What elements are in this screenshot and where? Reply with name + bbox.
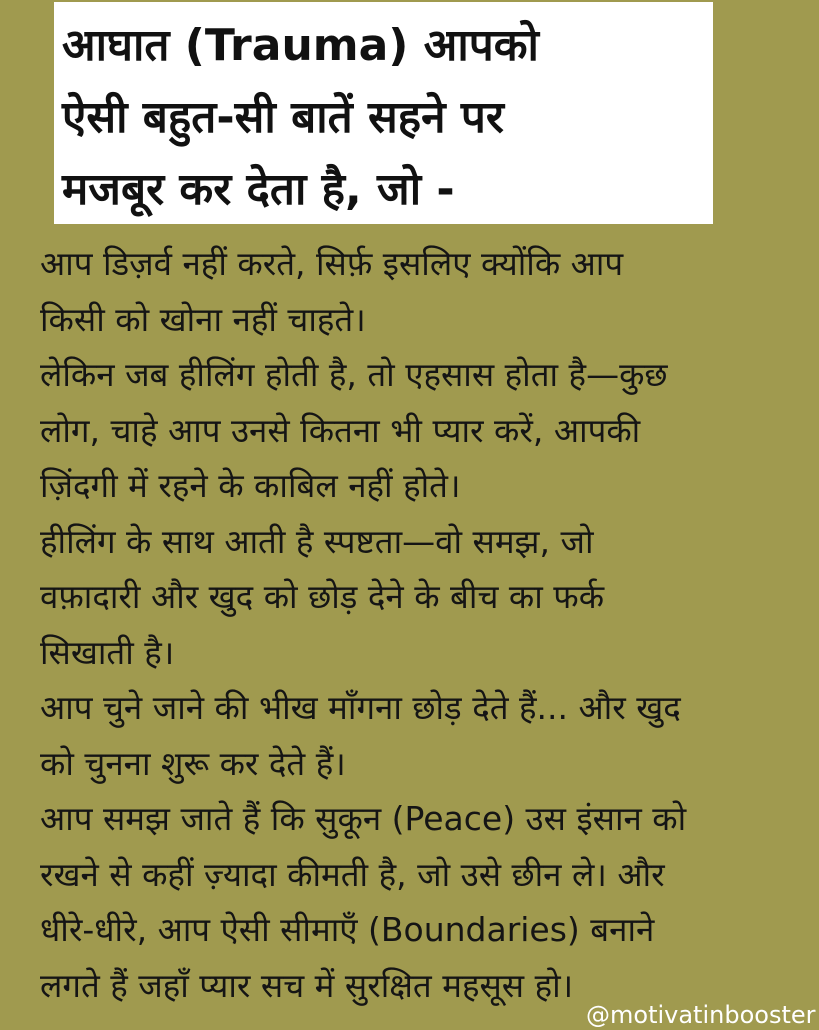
body-line-6: हीलिंग के साथ आती है स्पष्टता—वो समझ, जो bbox=[40, 521, 594, 561]
body-line-12: रखने से कहीं ज़्यादा कीमती है, जो उसे छीन ले। और bbox=[40, 854, 665, 894]
body-line-8: सिखाती है। bbox=[40, 632, 175, 672]
body-line-14: लगते हैं जहाँ प्यार सच में सुरक्षित महसूस हो। bbox=[40, 965, 574, 1005]
title-box bbox=[54, 2, 713, 224]
body-line-4: लोग, चाहे आप उनसे कितना भी प्यार करें, आपकी bbox=[40, 410, 641, 450]
body-line-11: आप समझ जाते हैं कि सुकून (Peace) उस इंसान को bbox=[40, 799, 687, 838]
body-line-13: धीरे-धीरे, आप ऐसी सीमाएँ (Boundaries) बनाने bbox=[40, 910, 655, 949]
body-line-2: किसी को खोना नहीं चाहते। bbox=[40, 299, 366, 339]
body-line-5: ज़िंदगी में रहने के काबिल नहीं होते। bbox=[40, 466, 461, 505]
title-line-2: ऐसी बहुत-सी बातें सहने पर bbox=[62, 92, 504, 143]
title-line-1: आघात (Trauma) आपको bbox=[62, 20, 539, 71]
body-line-7: वफ़ादारी और खुद को छोड़ देने के बीच का फर्क bbox=[40, 577, 605, 616]
title-line-3: मजबूर कर देता है, जो - bbox=[62, 164, 455, 215]
body-line-9: आप चुने जाने की भीख माँगना छोड़ देते हैं... और खुद bbox=[40, 688, 681, 727]
body-line-10: को चुनना शुरू कर देते हैं। bbox=[40, 743, 346, 783]
body-text bbox=[40, 236, 800, 1013]
body-line-1: आप डिज़र्व नहीं करते, सिर्फ़ इसलिए क्योंकि आप bbox=[40, 244, 624, 283]
watermark-handle: @motivatinbooster bbox=[586, 1001, 816, 1029]
body-line-3: लेकिन जब हीलिंग होती है, तो एहसास होता है—कुछ bbox=[40, 355, 668, 394]
